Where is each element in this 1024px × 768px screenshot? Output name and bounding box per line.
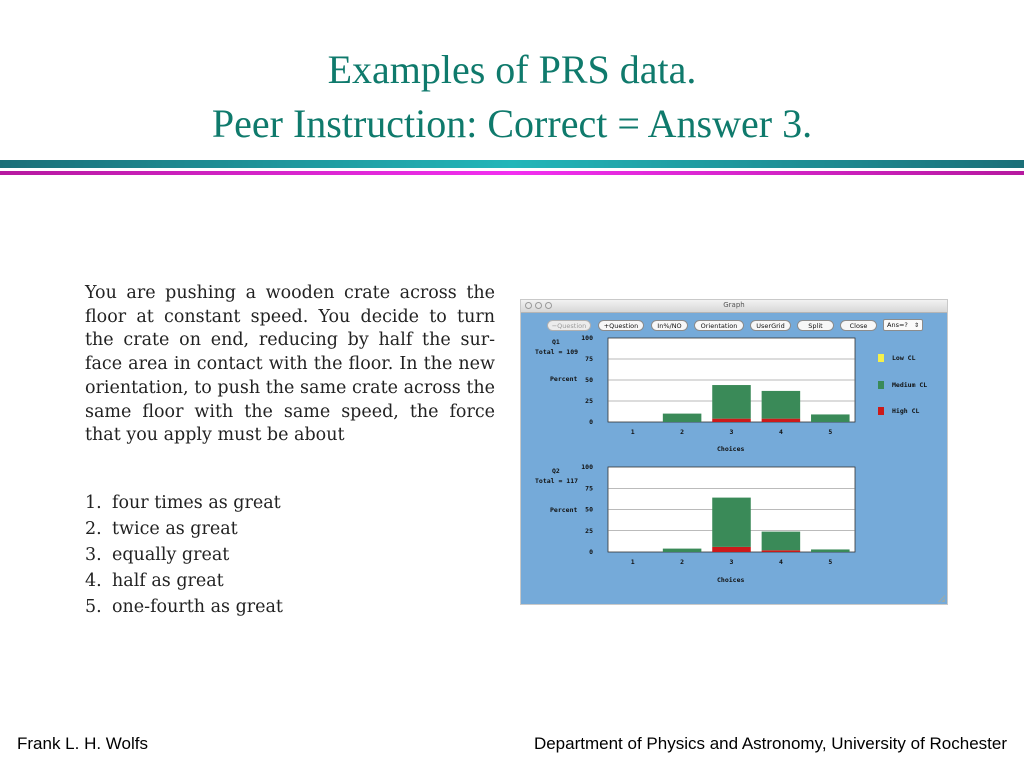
chart1-y-tick-label: 0 xyxy=(589,418,593,426)
answer-select-value: Ans=? xyxy=(887,321,908,329)
choice-text: four times as great xyxy=(112,493,281,513)
split-button[interactable]: Split xyxy=(797,320,834,331)
chart2-x-tick-label: 5 xyxy=(828,558,833,566)
chart1-bar-medium-cl xyxy=(762,391,801,419)
chart1-x-tick-label: 2 xyxy=(680,428,685,436)
legend-label: High CL xyxy=(892,407,920,415)
choice-number: 5. xyxy=(85,597,102,617)
chart2-question-label: Q2 xyxy=(552,467,560,475)
chart2-bar-medium-cl xyxy=(811,549,850,552)
chart1-x-tick-label: 5 xyxy=(828,428,833,436)
choice-text: half as great xyxy=(112,571,224,591)
chart2-bar-medium-cl xyxy=(712,498,751,547)
resize-grip-icon[interactable] xyxy=(938,595,945,602)
legend-medium-cl xyxy=(878,381,927,389)
chart2-x-tick-label: 1 xyxy=(630,558,635,566)
choice-number: 1. xyxy=(85,493,102,513)
chart2-y-tick-label: 100 xyxy=(581,463,593,471)
chart2-y-tick-label: 50 xyxy=(585,505,593,514)
chart1-xlabel: Choices xyxy=(717,445,745,453)
chart1-question-label: Q1 xyxy=(552,338,560,346)
chart2-total-label: Total = 117 xyxy=(535,477,579,485)
chart1-y-tick-label: 50 xyxy=(585,376,593,384)
chart1-y-tick-label: 100 xyxy=(581,334,593,342)
in-no-button[interactable]: In%/NO xyxy=(651,320,688,331)
chart2-bar-medium-cl xyxy=(663,549,702,552)
chart1-bar-medium-cl xyxy=(663,414,702,422)
legend-swatch xyxy=(878,354,884,362)
choice-text: twice as great xyxy=(112,519,238,539)
chart2-bar-high-cl xyxy=(712,547,751,552)
chart1-bar-medium-cl xyxy=(811,414,850,422)
prev-question-button[interactable]: −Question xyxy=(547,320,591,331)
chart2-xlabel: Choices xyxy=(717,576,745,584)
chart1-x-tick-label: 1 xyxy=(630,428,635,436)
choice-number: 4. xyxy=(85,571,102,591)
chart2-x-tick-label: 4 xyxy=(778,558,783,566)
title-rule-teal xyxy=(0,160,1024,168)
chart1-x-tick-label: 4 xyxy=(778,428,783,436)
chart2-bar-high-cl xyxy=(762,550,801,552)
chart1-y-tick-label: 25 xyxy=(585,397,593,405)
close-button[interactable]: Close xyxy=(840,320,877,331)
slide-title-line-2: Peer Instruction: Correct = Answer 3. xyxy=(211,101,813,146)
legend-label: Low CL xyxy=(892,354,916,362)
slide-title-line-1: Examples of PRS data. xyxy=(327,47,697,92)
choice-item xyxy=(85,516,283,542)
chart1-plot xyxy=(521,300,949,606)
next-question-button[interactable]: +Question xyxy=(598,320,644,331)
choice-text: one-fourth as great xyxy=(112,597,283,617)
chart1-bar-medium-cl xyxy=(712,385,751,419)
chart2-x-tick-label: 2 xyxy=(680,558,685,566)
chart2-y-tick-label: 0 xyxy=(589,548,593,556)
chart1-x-tick-label: 3 xyxy=(729,428,734,436)
chart2-bar-medium-cl xyxy=(762,532,801,551)
title-rule-magenta xyxy=(0,171,1024,175)
chart1-y-tick-label: 75 xyxy=(585,355,593,363)
choice-item xyxy=(85,594,283,620)
footer-author: Frank L. H. Wolfs xyxy=(17,734,148,753)
choice-number: 3. xyxy=(85,545,102,565)
chart2-y-tick-label: 25 xyxy=(585,526,593,535)
window-title: Graph xyxy=(723,301,745,309)
question-text: You are pushing a wooden crate across the floor at constant speed. You decide to turn the crate on end, reducing by half the sur-face area in contact with the floor. In the new orientation, to push the same crate across the same floor with the same speed, the force that you apply must be about xyxy=(85,283,495,446)
chart2-ylabel: Percent xyxy=(550,506,578,514)
legend-high-cl xyxy=(878,407,919,415)
legend-swatch xyxy=(878,407,884,415)
legend-low-cl xyxy=(878,354,915,362)
updown-arrows-icon: ⇕ xyxy=(913,322,919,329)
choice-item xyxy=(85,542,283,568)
chart1-ylabel: Percent xyxy=(550,375,578,383)
chart1-bar-high-cl xyxy=(762,419,801,422)
graph-window xyxy=(520,299,948,605)
choice-item xyxy=(85,568,283,594)
user-grid-button[interactable]: UserGrid xyxy=(750,320,791,331)
footer-department: Department of Physics and Astronomy, University of Rochester xyxy=(533,734,1007,753)
choice-number: 2. xyxy=(85,519,102,539)
legend-swatch xyxy=(878,381,884,389)
answer-choices xyxy=(85,490,283,620)
chart2-x-tick-label: 3 xyxy=(729,558,734,566)
chart1-total-label: Total = 109 xyxy=(535,348,579,356)
chart1-bar-high-cl xyxy=(712,419,751,422)
legend-label: Medium CL xyxy=(892,381,928,389)
choice-text: equally great xyxy=(112,545,230,565)
chart2-y-tick-label: 75 xyxy=(585,484,593,493)
choice-item xyxy=(85,490,283,516)
orientation-button[interactable]: Orientation xyxy=(694,320,744,331)
